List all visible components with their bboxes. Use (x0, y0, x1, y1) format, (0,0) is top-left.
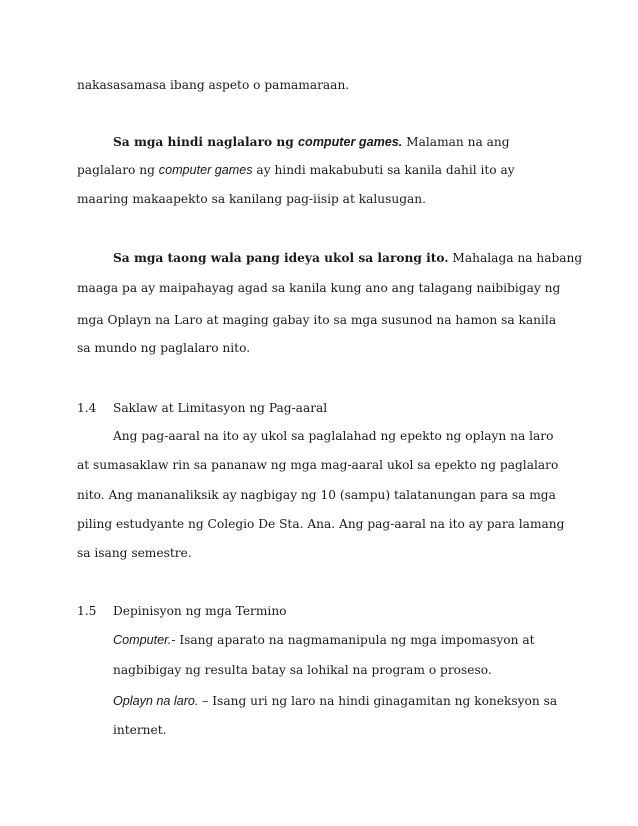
definition-text: - Isang aparato na nagmamanipula ng mga impomasyon at (171, 633, 535, 647)
definition-line (113, 662, 492, 678)
text-line (113, 250, 582, 266)
section-title (113, 400, 327, 416)
term-computer: Computer. (113, 633, 172, 647)
text-line (113, 134, 510, 150)
paragraph-text: nakasasamasa ibang aspeto o pamamaraan. (77, 78, 350, 92)
text-line (77, 162, 515, 178)
text-line (77, 545, 192, 561)
paragraph-text: Ang pag-aaral na ito ay ukol sa paglalahad ng epekto ng oplayn na laro (113, 429, 554, 443)
definition-line (113, 632, 535, 648)
section-number-text: 1.4 (77, 401, 97, 415)
paragraph-text: mga Oplayn na Laro at maging gabay ito sa mga susunod na hamon sa kanila (77, 313, 557, 327)
bold-lead-text: Sa mga taong wala pang ideya ukol sa larong ito. (113, 251, 449, 265)
paragraph-text: nito. Ang mananaliksik ay nagbigay ng 10 (sampu) talatanungan para sa mga (77, 488, 556, 502)
section-title-text: Depinisyon ng mga Termino (113, 604, 287, 618)
text-line (77, 457, 558, 473)
italic-term: computer games (158, 163, 253, 177)
text-line (77, 77, 349, 93)
bold-lead-text: Sa mga hindi naglalaro ng (113, 135, 298, 149)
definition-text: nagbibigay ng resulta batay sa lohikal na program o proseso. (113, 663, 492, 677)
paragraph-text: paglalaro ng (77, 163, 159, 177)
definition-line (113, 722, 167, 738)
paragraph-text: sa isang semestre. (77, 546, 192, 560)
paragraph-text: Mahalaga na habang (448, 251, 583, 265)
paragraph-text: at sumasaklaw rin sa pananaw ng mga mag-aaral ukol sa epekto ng paglalaro (77, 458, 559, 472)
section-title (113, 603, 287, 619)
text-line (77, 312, 556, 328)
term-oplayn-na-laro: Oplayn na laro. (113, 694, 199, 708)
definition-line (113, 693, 557, 709)
paragraph-text: maaring makaapekto sa kanilang pag-iisip at kalusugan. (77, 192, 427, 206)
paragraph-text: Malaman na ang (402, 135, 510, 149)
bold-italic-term: computer games. (298, 135, 403, 149)
text-line (77, 191, 426, 207)
text-line (77, 516, 564, 532)
paragraph-text: piling estudyante ng Colegio De Sta. Ana. Ang pag-aaral na ito ay para lamang (77, 517, 565, 531)
paragraph-text: sa mundo ng paglalaro nito. (77, 341, 251, 355)
paragraph-text: maaga pa ay maipahayag agad sa kanila kung ano ang talagang naibibigay ng (77, 281, 561, 295)
section-number (77, 603, 96, 619)
text-line (113, 428, 553, 444)
text-line (77, 280, 560, 296)
paragraph-text: ay hindi makabubuti sa kanila dahil ito ay (252, 163, 515, 177)
definition-text: internet. (113, 723, 167, 737)
text-line (77, 340, 250, 356)
section-title-text: Saklaw at Limitasyon ng Pag-aaral (113, 401, 328, 415)
definition-text: – Isang uri ng laro na hindi ginagamitan ng koneksyon sa (198, 694, 558, 708)
text-line (77, 487, 556, 503)
section-number (77, 400, 96, 416)
section-number-text: 1.5 (77, 604, 97, 618)
